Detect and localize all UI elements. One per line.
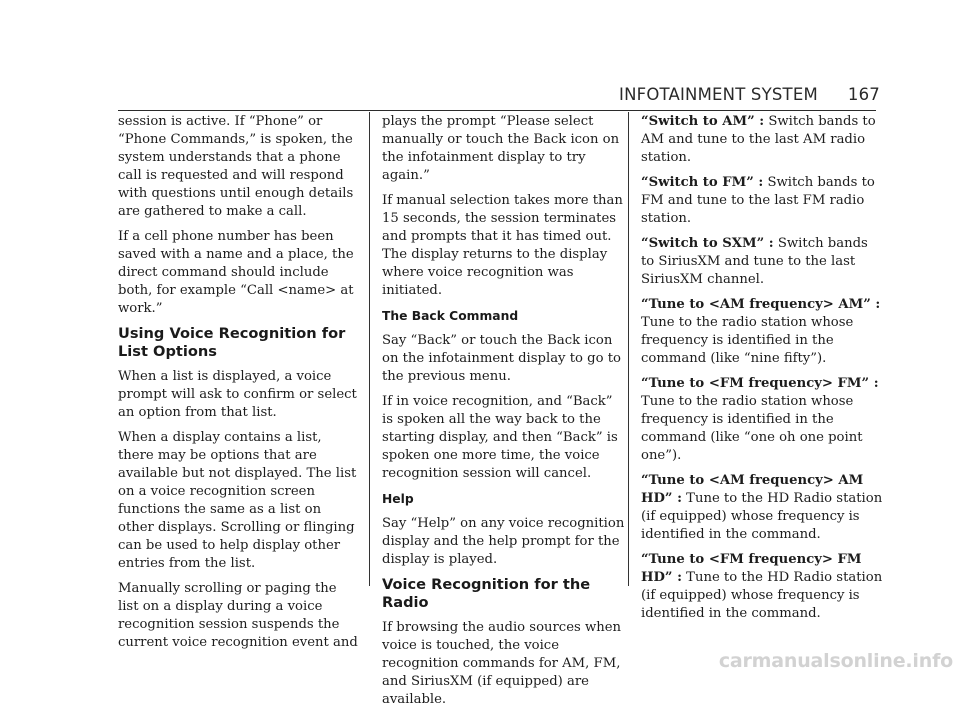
section-heading-radio: Voice Recognition for the Radio: [382, 576, 591, 611]
subheading-help: Help: [382, 492, 414, 506]
page-number: 167: [847, 84, 880, 104]
paragraph: If in voice recognition, and “Back” is spoken all the way back to the starting display, and then “Back” is spoken one more time, the voice recognition session will cancel.: [382, 394, 618, 481]
paragraph: When a display contains a list, there may be options that are available but not displayed. The list on a voice recognition screen functions the same as a list on other displays. Scrolling or flinging can be used to help display other entries from the list.: [118, 430, 357, 571]
command-entry: [641, 174, 884, 228]
command-name: “Switch to AM” :: [641, 114, 765, 129]
paragraph: If a cell phone number has been saved with a name and a place, the direct command should include both, for example “Call <name> at work.”: [118, 229, 354, 316]
command-name: “Tune to <FM frequency> FM” :: [641, 376, 879, 391]
command-entry: [641, 296, 884, 368]
command-name: “Tune to <AM frequency> AM” :: [641, 297, 881, 312]
column-divider-right: [628, 112, 629, 586]
command-name: “Switch to SXM” :: [641, 236, 774, 251]
section-heading-list-options: Using Voice Recognition for List Options: [118, 325, 346, 360]
command-entry: [641, 551, 884, 623]
subheading-back-command: The Back Command: [382, 309, 519, 323]
header-rule: [118, 110, 876, 111]
paragraph: plays the prompt “Please select manually or touch the Back icon on the infotainment display to try again.”: [382, 114, 620, 183]
watermark: carmanualsonline.info: [718, 650, 953, 672]
command-description: Tune to the HD Radio station (if equipped) whose frequency is identified in the command.: [641, 491, 883, 542]
command-entry: [641, 113, 884, 167]
section-title: INFOTAINMENT SYSTEM: [619, 84, 818, 104]
paragraph: session is active. If “Phone” or “Phone Commands,” is spoken, the system understands that a phone call is requested and will respond with questions until enough details are gathered to make a call.: [118, 114, 354, 219]
column-right: [641, 113, 884, 630]
column-left: [118, 113, 361, 659]
command-description: Tune to the radio station whose frequency is identified in the command (like “nine fifty”).: [641, 315, 854, 366]
column-middle: [382, 113, 625, 716]
command-entry: [641, 235, 884, 289]
paragraph: Manually scrolling or paging the list on a display during a voice recognition session suspends the current voice recognition event and: [118, 581, 358, 650]
command-description: Tune to the HD Radio station (if equipped) whose frequency is identified in the command.: [641, 570, 883, 621]
paragraph: Say “Back” or touch the Back icon on the infotainment display to go to the previous menu.: [382, 333, 621, 384]
command-entry: [641, 472, 884, 544]
command-description: Switch bands to FM and tune to the last FM radio station.: [641, 175, 875, 226]
command-description: Switch bands to AM and tune to the last AM radio station.: [641, 114, 876, 165]
paragraph: When a list is displayed, a voice prompt will ask to confirm or select an option from that list.: [118, 369, 357, 420]
command-name: “Tune to <AM frequency> AM HD” :: [641, 473, 864, 506]
command-name: “Tune to <FM frequency> FM HD” :: [641, 552, 862, 585]
running-header: [610, 82, 880, 106]
column-divider-left: [369, 112, 370, 586]
paragraph: If manual selection takes more than 15 seconds, the session terminates and prompts that it has timed out. The display returns to the display where voice recognition was initiated.: [382, 193, 623, 298]
command-description: Switch bands to SiriusXM and tune to the last SiriusXM channel.: [641, 236, 868, 287]
paragraph: If browsing the audio sources when voice is touched, the voice recognition commands for AM, FM, and SiriusXM (if equipped) are available.: [382, 620, 622, 707]
paragraph: Say “Help” on any voice recognition display and the help prompt for the display is played.: [382, 516, 625, 567]
command-description: Tune to the radio station whose frequency is identified in the command (like “one oh one point one”).: [641, 394, 863, 463]
command-entry: [641, 375, 884, 465]
command-name: “Switch to FM” :: [641, 175, 764, 190]
